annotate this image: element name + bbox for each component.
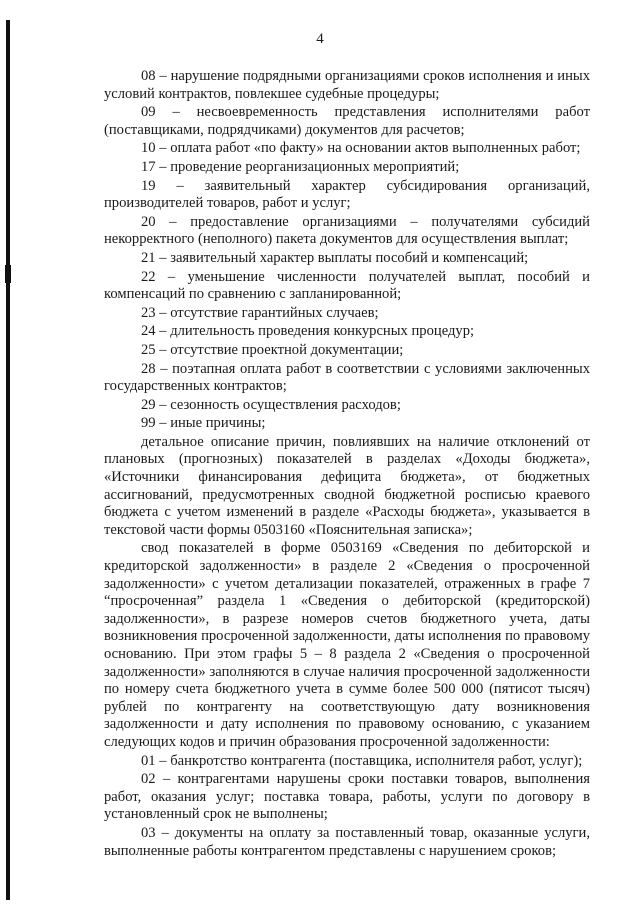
paragraph: 01 – банкротство контрагента (поставщика, исполнителя работ, услуг);: [141, 752, 583, 769]
paragraph: 17 – проведение реорганизационных мероприятий;: [141, 158, 460, 175]
paragraph: 03 – документы на оплату за поставленный товар, оказанные услуги, выполненные работы контрагентом представлены с нарушением сроков;: [104, 824, 590, 859]
document-body: [104, 68, 590, 860]
scan-mark: [5, 265, 11, 283]
paragraph: 22 – уменьшение численности получателей выплат, пособий и компенсаций по сравнению с запланированной;: [104, 268, 590, 303]
paragraph: 20 – предоставление организациями – получателями субсидий некорректного (неполного) пакета документов для осуществления выплат;: [104, 213, 590, 248]
paragraph: 02 – контрагентами нарушены сроки поставки товаров, выполнения работ, оказания услуг; поставка товара, работы, услуги по договору в установленный срок не выполнены;: [104, 771, 590, 823]
paragraph: 25 – отсутствие проектной документации;: [141, 341, 404, 358]
paragraph: 99 – иные причины;: [141, 415, 266, 432]
paragraph: 29 – сезонность осуществления расходов;: [141, 396, 401, 413]
page-number: 4: [316, 31, 324, 47]
paragraph: 19 – заявительный характер субсидирования организаций, производителей товаров, работ и услуг;: [104, 177, 590, 212]
paragraph: 21 – заявительный характер выплаты пособий и компенсаций;: [141, 249, 529, 266]
paragraph: 24 – длительность проведения конкурсных процедур;: [141, 323, 475, 340]
paragraph: 08 – нарушение подрядными организациями сроков исполнения и иных условий контрактов, повлекшее судебные процедуры;: [104, 68, 590, 102]
paragraph: свод показателей в форме 0503169 «Сведения по дебиторской и кредиторской задолженности» в разделе 2 «Сведения о просроченной задолженности» с учетом детализации показателей, отраженных в графе 7 “просроченная” раздела 1 «Сведения о дебиторской (кредиторской) задолженности», в разрезе номеров счетов бюджетного учета, даты возникновения просроченной задолженности, даты исполнения по правовому основанию. При этом графы 5 – 8 раздела 2 «Сведения о просроченной задолженности» заполняются в случае наличия просроченной задолженности по номеру счета бюджетного учета в сумме более 500 000 (пятисот тысяч) рублей по контрагенту на соответствующую дату возникновения задолженности и дату исполнения по правовому основанию, с указанием следующих кодов и причин образования просроченной задолженности:: [104, 540, 590, 750]
scan-left-edge: [6, 20, 10, 900]
paragraph: 09 – несвоевременность представления исполнителями работ (поставщиками, подрядчиками) документов для расчетов;: [104, 104, 590, 138]
paragraph: 23 – отсутствие гарантийных случаев;: [141, 304, 379, 321]
paragraph: 28 – поэтапная оплата работ в соответствии с условиями заключенных государственных контрактов;: [104, 360, 590, 395]
paragraph: детальное описание причин, повлиявших на наличие отклонений от плановых (прогнозных) показателей в разделах «Доходы бюджета», «Источники финансирования дефицита бюджета», от бюджетных ассигнований, предусмотренных сводной бюджетной росписью краевого бюджета с учетом изменений в разделе «Расходы бюджета», указывается в текстовой части формы 0503160 «Пояснительная записка»;: [104, 433, 590, 538]
paragraph: 10 – оплата работ «по факту» на основании актов выполненных работ;: [141, 140, 581, 157]
